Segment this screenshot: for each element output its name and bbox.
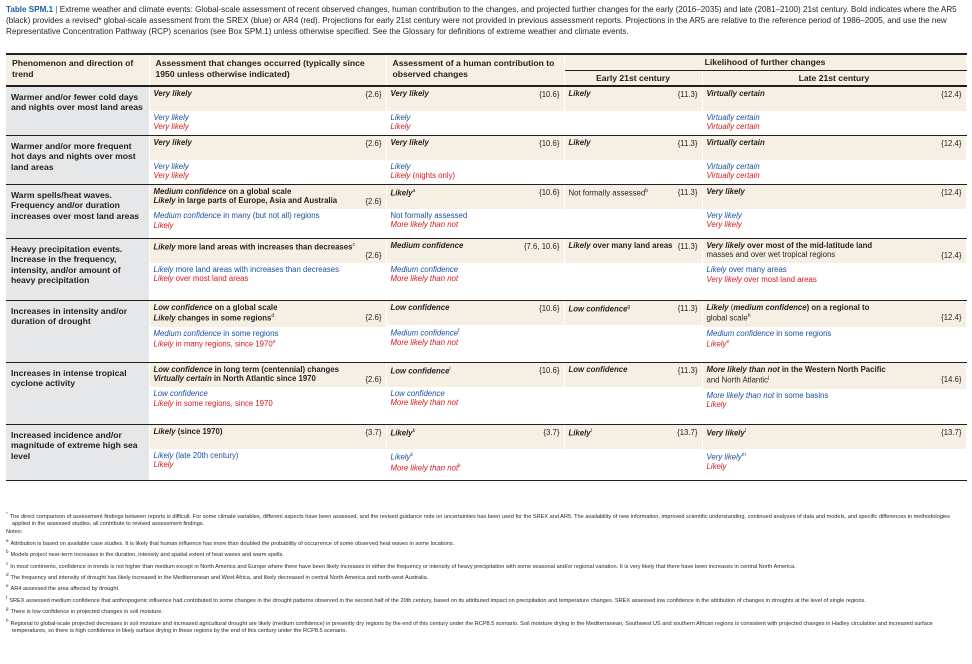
caption-text: Extreme weather and climate events: Global-scale assessment of recent observed changes, human contribution to the changes, and projected further changes for the early (2016–2035) and late (2081–2100) 21st century. Bold indicates where the AR5 (black) provides a revised* global-scale assessment from the SREX (blue) or AR4 (red). Projections for early 21st century were not provided in previous assessment reports. Projections in the AR5 are relative to the reference period of 1986–2005, and use the new Representative Concentration Pathway (RCP) scenarios (see Box SPM.1) unless otherwise specified. See the Glossary for definitions of extreme weather and climate events. (6, 5, 957, 36)
ar5-text: Likely more land areas with increases than decreases$^c$ (153, 241, 355, 252)
note-star: *The direct comparison of assessment findings between reports is difficult. For some climate variables, different aspects have been assessed, and the revised guidance note on uncertainties has been used for the SREX and AR5. The availability of new information, improved scientific understanding, continued analyses of data and models, and specific differences in methodologies applied in the assessed studies, all contribute to revised assessment findings. (6, 511, 950, 528)
ar5-text: Very likely over most of the mid-latitude land (706, 240, 873, 250)
chapter-reference: {13.7} (677, 427, 698, 437)
ar5-text: global scale$^h$ (706, 313, 751, 324)
ar4-text: More likely than not (390, 274, 459, 284)
ar5-assessment (387, 425, 564, 449)
chapter-reference: {14.6} (941, 374, 962, 384)
previous-assessments (703, 209, 966, 233)
early-cell (564, 362, 702, 424)
footnote-item: $^b$Models project near-term increases in the duration, intensity and spatial extent of heat waves and warm spells. (6, 549, 284, 558)
human-cell (386, 362, 564, 424)
header-phenomenon: Phenomenon and direction of trend (6, 54, 149, 86)
srex-text: Likely over many areas (706, 265, 787, 275)
table-row (6, 424, 966, 480)
late-cell (702, 300, 966, 362)
late-cell (702, 135, 966, 184)
observed-cell (149, 86, 386, 136)
phenomenon-cell: Increases in intense tropical cyclone activity (6, 362, 149, 424)
observed-cell (149, 238, 386, 300)
ar5-text: Virtually certain (706, 137, 765, 147)
phenomenon-cell: Warmer and/or more frequent hot days and nights over most land areas (6, 135, 149, 184)
srex-text: Low confidence (153, 389, 208, 399)
ar5-text: Likely (568, 137, 591, 147)
ar5-text: Likely$^a$ (390, 187, 416, 198)
ar5-text: Virtually certain (706, 88, 765, 98)
srex-text: Very likely (153, 112, 189, 122)
ar5-text: Very likely$^l$ (706, 427, 746, 438)
ar5-assessment (387, 301, 564, 325)
srex-text: Very likely (153, 161, 189, 171)
chapter-reference: {10.6} (539, 138, 560, 148)
ar5-text: Likely in large parts of Europe, Asia and Australia (153, 196, 338, 206)
ar5-assessment (565, 239, 702, 263)
srex-text: Likely more land areas with increases than decreases (153, 264, 339, 274)
ar4-text: Very likely (153, 171, 189, 181)
chapter-reference: {10.6} (539, 365, 560, 375)
srex-text: Very likely$^m$ (706, 451, 746, 462)
previous-assessments (703, 111, 966, 135)
late-cell (702, 424, 966, 480)
ar4-text: Very likely (153, 122, 189, 132)
previous-assessments (387, 111, 564, 135)
ar5-text: Likely$^l$ (568, 427, 592, 438)
ar5-assessment (703, 363, 966, 389)
ar5-assessment (150, 239, 386, 263)
ar4-text: Likely in some regions, since 1970 (153, 398, 273, 408)
ar5-text: Very likely (153, 137, 192, 147)
ar5-text: Very likely (706, 186, 745, 196)
phenomenon-cell: Increases in intensity and/or duration of drought (6, 300, 149, 362)
header-likelihood: Likelihood of further changes (564, 54, 966, 70)
ar4-text: Virtually certain (706, 122, 760, 132)
ar5-text: and North Atlantic$^j$ (706, 375, 770, 386)
phenomenon-cell: Warm spells/heat waves. Frequency and/or duration increases over most land areas (6, 184, 149, 238)
assessment-table (6, 53, 967, 481)
notes-heading: Notes: (6, 529, 23, 536)
ar4-text: More likely than not (390, 220, 459, 230)
human-cell (386, 424, 564, 480)
srex-text: Likely (late 20th century) (153, 450, 239, 460)
ar5-assessment (150, 185, 386, 209)
srex-text: Medium confidence in some regions (153, 328, 279, 338)
footnote-item: $^c$In most continents, confidence in trends is not higher than medium except in North America and Europe where there have been likely increases in either the frequency or intensity of heavy precipitation with some seasonal and/or regional variation. It is very likely that there have been increases in central North America. (6, 560, 796, 570)
footnote-item: $^a$Attribution is based on available case studies. It is likely that human influence has more than doubled the probability of occurrence of some observed heat waves in some locations. (6, 537, 455, 547)
ar4-text: Very likely (706, 220, 742, 230)
chapter-reference: {2.6} (365, 312, 382, 322)
footnote-item: $^f$SREX assessed medium confidence that anthropogenic influence had contributed to some changes in the drought patterns observed in the second half of the 20th century, based on its attributed impact on precipitation and temperature changes. SREX assessed low confidence in the attribution of changes in droughts at the level of single regions. (6, 594, 866, 604)
table-notes (6, 510, 968, 636)
ar5-text: Medium confidence on a global scale (153, 186, 292, 196)
chapter-reference: {13.7} (941, 427, 962, 437)
chapter-reference: {11.3} (677, 365, 698, 375)
ar5-assessment (565, 301, 702, 325)
previous-assessments (703, 449, 966, 475)
ar5-text: Likely over many land areas (568, 240, 673, 250)
chapter-reference: {10.6} (539, 89, 560, 99)
ar4-text: Likely (nights only) (390, 171, 456, 181)
ar5-text: Virtually certain in North Atlantic since 1970 (153, 374, 316, 384)
srex-text: Virtually certain (706, 112, 760, 122)
ar5-assessment (150, 136, 386, 160)
chapter-reference: {2.6} (365, 196, 382, 206)
ar5-assessment (387, 239, 564, 263)
ar5-text: masses and over wet tropical regions (706, 250, 836, 260)
chapter-reference: {11.3} (677, 138, 698, 148)
chapter-reference: {12.4} (941, 250, 962, 260)
ar4-text: More likely than not (390, 398, 459, 408)
table-label: Table SPM.1 (6, 5, 54, 14)
table-row (6, 135, 966, 184)
chapter-reference: {12.4} (941, 187, 962, 197)
previous-assessments (703, 263, 966, 287)
observed-cell (149, 184, 386, 238)
header-human-contribution: Assessment of a human contribution to observed changes (386, 54, 564, 86)
previous-assessments (150, 263, 386, 287)
ar5-text: Low confidence in long term (centennial) changes (153, 364, 339, 374)
ar5-assessment (387, 136, 564, 160)
chapter-reference: {12.4} (941, 138, 962, 148)
footnote-item: $^d$The frequency and intensity of drought has likely increased in the Mediterranean and West Africa, and likely decreased in central North America and north-west Australia. (6, 572, 429, 581)
ar5-assessment (387, 363, 564, 387)
ar5-text: Likely (medium confidence) on a regional to (706, 302, 870, 312)
ar5-text: Very likely (390, 137, 429, 147)
header-early-century: Early 21st century (564, 70, 702, 86)
header-late-century: Late 21st century (702, 70, 966, 86)
late-cell (702, 86, 966, 136)
srex-text: Medium confidence (390, 264, 459, 274)
chapter-reference: {7.6, 10.6} (523, 241, 560, 251)
ar5-assessment (150, 87, 386, 111)
ar5-text: Likely (568, 88, 591, 98)
ar5-text: Likely$^k$ (390, 427, 416, 438)
ar4-text: Likely (706, 462, 727, 472)
ar5-text: Very likely (153, 88, 192, 98)
human-cell (386, 238, 564, 300)
ar5-assessment (703, 185, 966, 209)
table-row (6, 184, 966, 238)
late-cell (702, 238, 966, 300)
srex-text: More likely than not in some basins (706, 390, 829, 400)
ar5-assessment (150, 363, 386, 387)
ar5-text: Low confidence (568, 364, 628, 374)
ar4-text: More likely than not$^k$ (390, 463, 461, 473)
chapter-reference: {12.4} (941, 89, 962, 99)
srex-text: Medium confidence in some regions (706, 328, 832, 338)
caption-separator: | (53, 5, 60, 14)
ar4-text: Likely (153, 460, 174, 470)
chapter-reference: {2.6} (365, 250, 382, 260)
srex-text: Likely (390, 112, 411, 122)
ar5-text: More likely than not in the Western North Pacific (706, 364, 886, 374)
ar5-assessment (387, 185, 564, 209)
ar5-text: Not formally assessed$^b$ (568, 187, 648, 198)
previous-assessments (387, 263, 564, 287)
header-observed: Assessment that changes occurred (typically since 1950 unless otherwise indicated) (149, 54, 386, 86)
early-cell (564, 184, 702, 238)
footnote-item: $^g$There is low confidence in projected changes in soil moisture. (6, 606, 163, 616)
table-row (6, 362, 966, 424)
ar5-assessment (703, 301, 966, 327)
chapter-reference: {11.3} (677, 89, 698, 99)
srex-text: Very likely (706, 210, 742, 220)
ar4-text: Likely (390, 122, 411, 132)
early-cell (564, 300, 702, 362)
observed-cell (149, 362, 386, 424)
previous-assessments (703, 160, 966, 184)
srex-text: Likely (390, 161, 411, 171)
srex-text: Not formally assessed (390, 210, 468, 220)
chapter-reference: {10.6} (539, 303, 560, 313)
ar4-text: Likely over most land areas (153, 274, 249, 284)
early-cell (564, 135, 702, 184)
chapter-reference: {3.7} (543, 427, 560, 437)
chapter-reference: {12.4} (941, 312, 962, 322)
ar5-text: Low confidence (390, 302, 450, 312)
previous-assessments (150, 111, 386, 135)
chapter-reference: {2.6} (365, 89, 382, 99)
table-row (6, 300, 966, 362)
phenomenon-cell: Increased incidence and/or magnitude of extreme high sea level (6, 424, 149, 480)
srex-text: Likely$^k$ (390, 451, 413, 462)
ar5-assessment (565, 363, 702, 387)
ar5-text: Likely (since 1970) (153, 426, 223, 436)
ar5-assessment (565, 425, 702, 449)
ar5-assessment (387, 87, 564, 111)
human-cell (386, 300, 564, 362)
chapter-reference: {11.3} (677, 187, 698, 197)
ar4-text: Likely (706, 400, 727, 410)
early-cell (564, 238, 702, 300)
observed-cell (149, 135, 386, 184)
ar5-text: Low confidence on a global scale (153, 302, 278, 312)
ar5-text: Low confidence$^g$ (568, 303, 631, 314)
ar5-assessment (703, 425, 966, 449)
previous-assessments (387, 160, 564, 184)
ar4-text: More likely than not (390, 338, 459, 348)
footnote-item: $^h$Regional to global-scale projected decreases in soil moisture and increased agricultural drought are likely (medium confidence) in presently dry regions by the end of this century under the RCP8.5 scenario. Soil moisture drying in the Mediterranean, Southwest US and southern African regions is consistent with projected changes in Hadley circulation and increased surface temperatures, so there is high confidence in likely surface drying in these regions by the end of this century under the RCP8.5 scenario. (6, 617, 933, 635)
srex-text: Low confidence (390, 388, 445, 398)
previous-assessments (387, 325, 564, 351)
early-cell (564, 424, 702, 480)
ar4-text: Likely$^e$ (706, 339, 730, 349)
previous-assessments (703, 389, 966, 413)
human-cell (386, 135, 564, 184)
ar5-assessment (150, 301, 386, 327)
srex-text: Medium confidence$^f$ (390, 327, 460, 338)
ar5-text: Medium confidence (390, 240, 464, 250)
previous-assessments (387, 387, 564, 411)
footnote-item: $^e$AR4 assessed the area affected by drought. (6, 583, 120, 593)
chapter-reference: {11.3} (677, 303, 698, 313)
previous-assessments (387, 449, 564, 476)
chapter-reference: {2.6} (365, 138, 382, 148)
phenomenon-cell: Warmer and/or fewer cold days and nights over most land areas (6, 86, 149, 136)
late-cell (702, 362, 966, 424)
phenomenon-cell: Heavy precipitation events. Increase in the frequency, intensity, and/or amount of heavy precipitation (6, 238, 149, 300)
previous-assessments (150, 327, 386, 353)
table-caption (6, 4, 966, 37)
previous-assessments (150, 160, 386, 184)
observed-cell (149, 424, 386, 480)
srex-text: Medium confidence in many (but not all) regions (153, 211, 320, 221)
ar4-text: Virtually certain (706, 171, 760, 181)
ar5-assessment (565, 87, 702, 111)
ar5-assessment (703, 239, 966, 263)
ar5-assessment (703, 136, 966, 160)
chapter-reference: {11.3} (677, 241, 698, 251)
early-cell (564, 86, 702, 136)
chapter-reference: {2.6} (365, 374, 382, 384)
ar5-assessment (565, 185, 702, 209)
previous-assessments (150, 209, 386, 233)
table-body (6, 86, 966, 481)
human-cell (386, 184, 564, 238)
human-cell (386, 86, 564, 136)
table-row (6, 238, 966, 300)
chapter-reference: {3.7} (365, 427, 382, 437)
previous-assessments (387, 209, 564, 233)
observed-cell (149, 300, 386, 362)
ar5-text: Very likely (390, 88, 429, 98)
srex-text: Virtually certain (706, 161, 760, 171)
ar4-text: Likely (153, 220, 174, 230)
ar5-assessment (565, 136, 702, 160)
previous-assessments (703, 327, 966, 353)
ar5-assessment (150, 425, 386, 449)
late-cell (702, 184, 966, 238)
table-row (6, 86, 966, 136)
previous-assessments (150, 387, 386, 411)
chapter-reference: {10.6} (539, 187, 560, 197)
ar5-text: Low confidence$^i$ (390, 365, 451, 376)
ar4-text: Very likely over most land areas (706, 274, 817, 284)
previous-assessments (150, 449, 386, 473)
ar5-text: Likely changes in some regions$^d$ (153, 313, 275, 324)
ar5-assessment (703, 87, 966, 111)
ar4-text: Likely in many regions, since 1970e (153, 339, 276, 349)
